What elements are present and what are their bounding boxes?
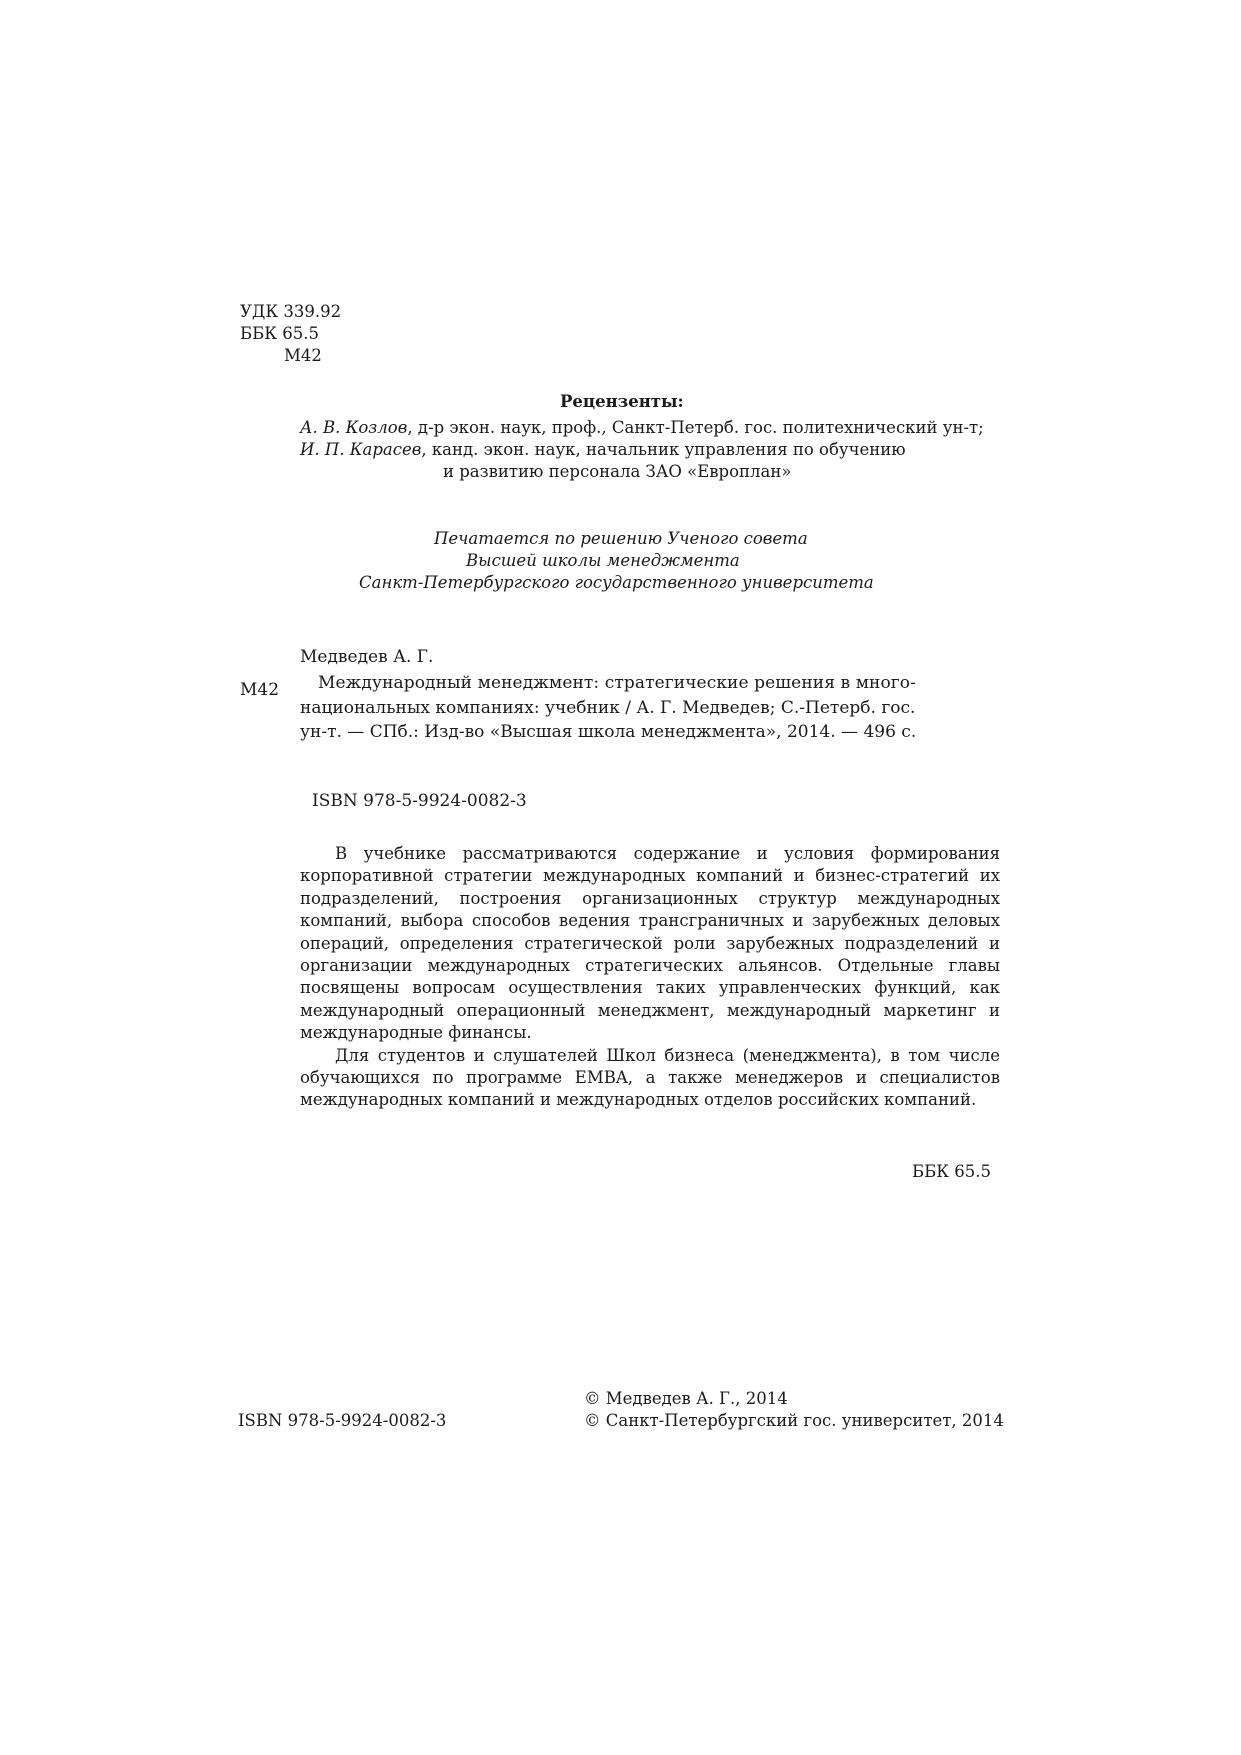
udk-code: УДК 339.92 (240, 302, 342, 321)
biblio-author: Медведев А. Г. (300, 647, 434, 667)
bbk-code: ББК 65.5 (240, 324, 320, 343)
copyright-university: © Санкт-Петербургский гос. университет, 2014 (584, 1411, 1004, 1430)
abstract (300, 843, 1000, 1112)
biblio-mark: М42 (240, 680, 280, 700)
reviewer-2-continuation: и развитию персонала ЗАО «Европлан» (443, 462, 792, 481)
approval-line-1: Печатается по решению Ученого совета (434, 529, 808, 548)
approval-line-2: Высшей школы менеджмента (466, 551, 740, 570)
copyright-author: © Медведев А. Г., 2014 (584, 1389, 788, 1408)
biblio-line-1: Международный менеджмент: стратегические решения в много- (318, 673, 916, 693)
reviewer-1 (300, 417, 984, 439)
reviewer-2-name: И. П. Карасев (300, 440, 422, 459)
author-mark: М42 (284, 346, 322, 365)
biblio-isbn: ISBN 978-5-9924-0082-3 (312, 791, 527, 811)
biblio-line-2: национальных компаниях: учебник / А. Г. Медведев; С.-Петерб. гос. (300, 698, 916, 718)
bbk-right: ББК 65.5 (912, 1162, 992, 1181)
abstract-paragraph-1: В учебнике рассматриваются содержание и условия формирования корпоративной стратегии международных компаний и бизнес-стратегий их подразделений, построения организационных структур международных компаний, выбора способов ведения трансграничных и зарубежных деловых операций, определения стратегической роли зарубежных подразделений и организации международных стратегических альянсов. Отдельные главы посвящены вопросам осуществления таких управленческих функций, как международный операционный менеджмент, международный маркетинг и международные финансы. (300, 844, 1000, 1043)
approval-line-3: Санкт-Петербургского государственного университета (359, 573, 874, 592)
reviewer-1-details: , д-р экон. наук, проф., Санкт-Петерб. гос. политехнический ун-т; (407, 418, 984, 437)
abstract-paragraph-2: Для студентов и слушателей Школ бизнеса (менеджмента), в том числе обучающихся по программе EMBA, а также менеджеров и специалистов международных компаний и международных отделов российских компаний. (300, 1045, 1000, 1110)
footer-isbn: ISBN 978-5-9924-0082-3 (238, 1411, 447, 1430)
biblio-line-3: ун-т. — СПб.: Изд-во «Высшая школа менеджмента», 2014. — 496 с. (300, 722, 917, 742)
reviewer-1-name: А. В. Козлов (300, 418, 408, 437)
reviewer-2-details: , канд. экон. наук, начальник управления по обучению (421, 440, 906, 459)
reviewer-2 (300, 439, 906, 461)
reviewers-heading: Рецензенты: (560, 392, 684, 411)
